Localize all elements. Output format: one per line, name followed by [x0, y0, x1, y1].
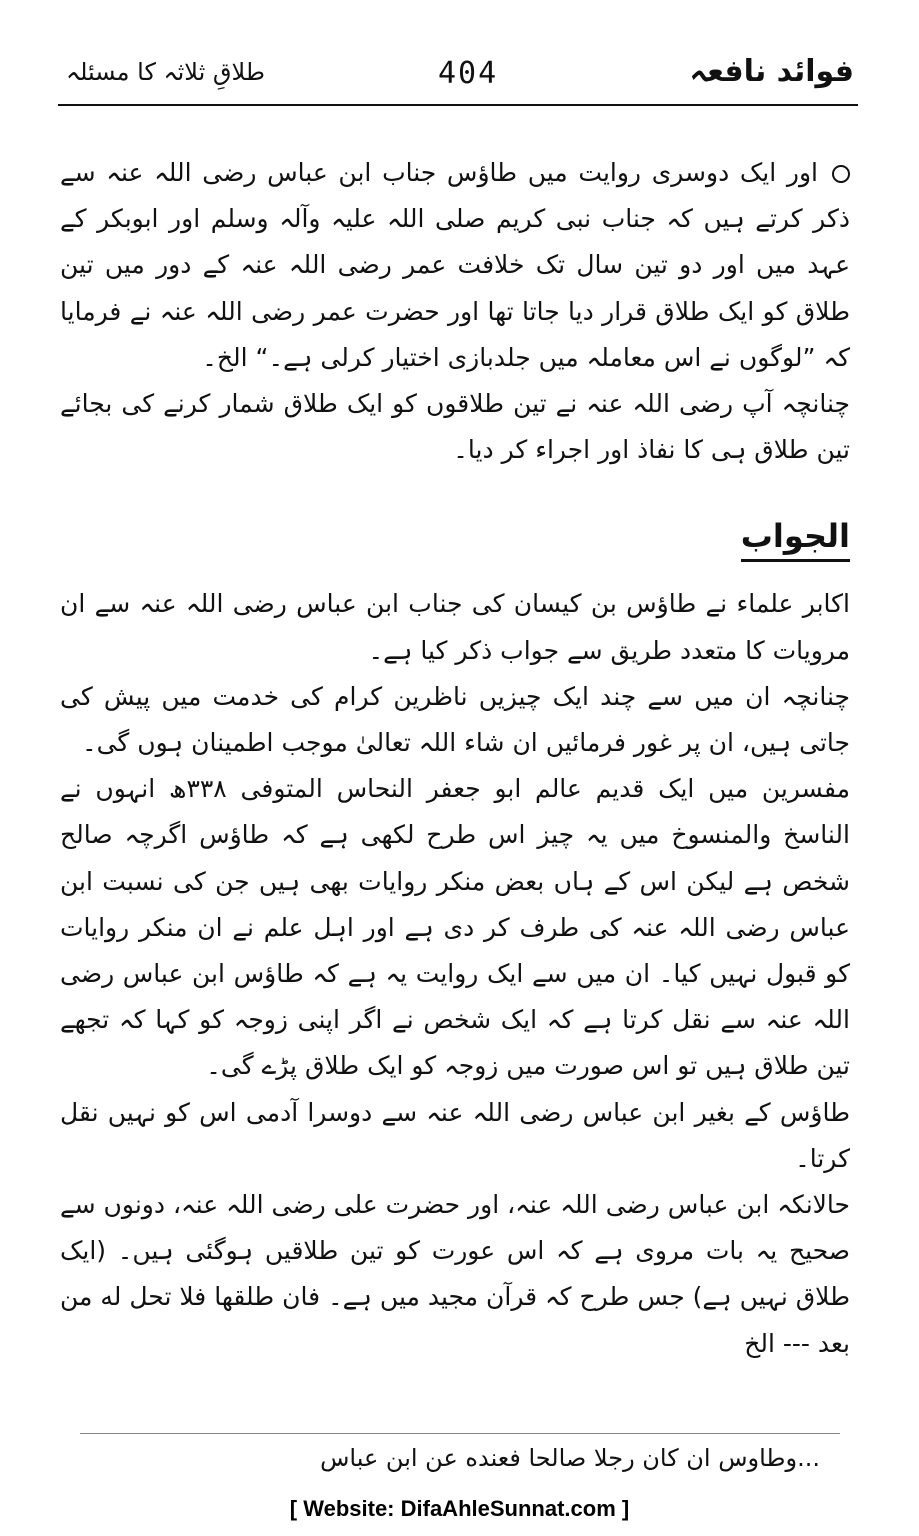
paragraph-answer-4: طاؤس کے بغیر ابن عباس رضی اللہ عنہ سے دوسرا آدمی اس کو نہیں نقل کرتا۔: [60, 1097, 850, 1173]
footnote: ...وطاوس ان کان رجلا صالحا فعنده عن ابن عباس: [320, 1444, 820, 1472]
section-heading: الجواب: [60, 513, 850, 559]
book-title: فوائد نافعہ: [689, 54, 854, 89]
paragraph-intro-1: اور ایک دوسری روایت میں طاؤس جناب ابن عباس رضی اللہ عنہ سے ذکر کرتے ہیں کہ جناب نبی کریم صلی اللہ علیہ وآلہ وسلم اور ابوبکر کے عہد میں اور دو تین سال تک خلافت عمر رضی اللہ عنہ کے دور میں تین طلاق کو ایک طلاق قرار دیا جاتا تھا اور حضرت عمر رضی اللہ عنہ نے فرمایا کہ ”لوگوں نے اس معاملہ میں جلدبازی اختیار کرلی ہے۔“ الخ۔: [60, 158, 850, 372]
page-header: [58, 52, 858, 104]
website-link[interactable]: [ Website: DifaAhleSunnat.com ]: [289, 1496, 630, 1521]
paragraph-intro-2: چنانچہ آپ رضی اللہ عنہ نے تین طلاقوں کو ایک طلاق شمار کرنے کی بجائے تین طلاق ہی کا نفاذ اور اجراء کر دیا۔: [60, 389, 850, 465]
header-divider: [58, 104, 858, 106]
chapter-title: طلاقِ ثلاثہ کا مسئلہ: [66, 58, 265, 86]
paragraph-answer-3: مفسرین میں ایک قدیم عالم ابو جعفر النحاس المتوفی ۳۳۸ھ انہوں نے الناسخ والمنسوخ میں یہ چیز اس طرح لکھی ہے کہ طاؤس اگرچہ صالح شخص ہے لیکن اس کے ہاں بعض منکر روایات بھی ہیں جن کی نسبت ابن عباس رضی اللہ عنہ کی طرف کر دی ہے اور اہل علم نے ان منکر روایات کو قبول نہیں کیا۔ ان میں سے ایک روایت یہ ہے کہ طاؤس ابن عباس رضی اللہ عنہ سے نقل کرتا ہے کہ ایک شخص نے اگر اپنی زوجہ کو کہا کہ تجھے تین طلاق ہیں تو اس صورت میں زوجہ کو ایک طلاق پڑے گی۔: [60, 774, 850, 1081]
paragraph-answer-5: حالانکہ ابن عباس رضی اللہ عنہ، اور حضرت علی رضی اللہ عنہ، دونوں سے صحیح یہ بات مروی ہے کہ اس عورت کو تین طلاقیں ہوگئی ہیں۔ (ایک طلاق نہیں ہے) جس طرح کہ قرآن مجید میں ہے۔ فان طلقها فلا تحل له من بعد --- الخ: [60, 1190, 850, 1358]
page-number: 404: [438, 56, 499, 91]
main-text: [60, 150, 850, 1367]
paragraph-answer-1: اکابر علماء نے طاؤس بن کیسان کی جناب ابن عباس رضی اللہ عنہ سے ان مرویات کا متعدد طریق سے جواب ذکر کیا ہے۔: [60, 589, 850, 665]
footnote-divider: [80, 1433, 840, 1434]
bullet-circle-icon: [832, 165, 850, 183]
paragraph-answer-2: چنانچہ ان میں سے چند ایک چیزیں ناظرین کرام کی خدمت میں پیش کی جاتی ہیں، ان پر غور فرمائیں ان شاء اللہ تعالیٰ موجب اطمینان ہوں گی۔: [60, 681, 850, 758]
